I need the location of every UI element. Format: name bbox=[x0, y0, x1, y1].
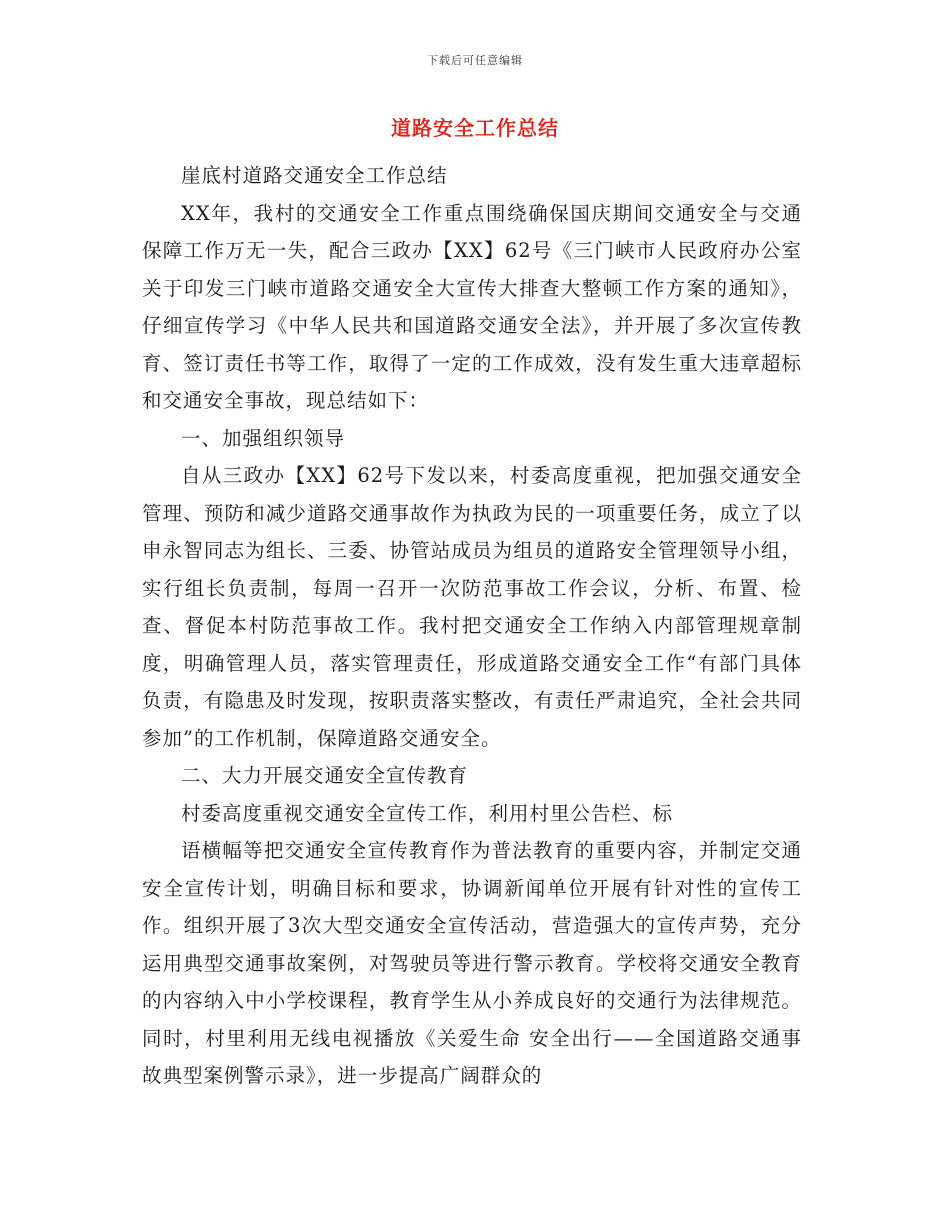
paragraph-subtitle: 崖底村道路交通安全工作总结 bbox=[181, 164, 448, 187]
paragraph-section-1: 自从三政办【XX】62号下发以来，村委高度重视，把加强交通安全管理、预防和减少道路交通事故作为执政为民的一项重要任务，成立了以申永智同志为组长、三委、协管站成员为组员的道路安全管理领导小组，实行组长负责制，每周一召开一次防范事故工作会议，分析、布置、检查、督促本村防范事故工作。我村把交通安全工作纳入内部管理规章制度，明确管理人员，落实管理责任，形成道路交通安全工作“有部门具体负责，有隐患及时发现，按职责落实整改，有责任严肃追究，全社会共同参加”的工作机制，保障道路交通安全。 bbox=[142, 464, 802, 750]
paragraph-section-2b: 语横幅等把交通安全宣传教育作为普法教育的重要内容，并制定交通安全宣传计划，明确目标和要求，协调新闻单位开展有针对性的宣传工作。组织开展了3次大型交通安全宣传活动，营造强大的宣传声势，充分运用典型交通事故案例，对驾驶员等进行警示教育。学校将交通安全教育的内容纳入中小学校课程，教育学生从小养成良好的交通行为法律规范。同时，村里利用无线电视播放《关爱生命 安全出行——全国道路交通事故典型案例警示录》，进一步提高广阔群众的 bbox=[142, 839, 802, 1087]
document-body bbox=[142, 157, 802, 1095]
section-heading-2: 二、大力开展交通安全宣传教育 bbox=[181, 764, 469, 787]
header-note: 下载后可任意编辑 bbox=[427, 54, 523, 67]
paragraph-intro: XX年，我村的交通安全工作重点围绕确保国庆期间交通安全与交通保障工作万无一失，配合三政办【XX】62号《三门峡市人民政府办公室关于印发三门峡市道路交通安全大宣传大排查大整顿工作方案的通知》，仔细宣传学习《中华人民共和国道路交通安全法》，并开展了多次宣传教育、签订责任书等工作，取得了一定的工作成效，没有发生重大违章超标和交通安全事故，现总结如下： bbox=[142, 201, 802, 412]
section-heading-1: 一、加强组织领导 bbox=[181, 426, 346, 450]
document-title: 道路安全工作总结 bbox=[391, 116, 559, 140]
paragraph-section-2a: 村委高度重视交通安全宣传工作，利用村里公告栏、标 bbox=[181, 801, 674, 825]
